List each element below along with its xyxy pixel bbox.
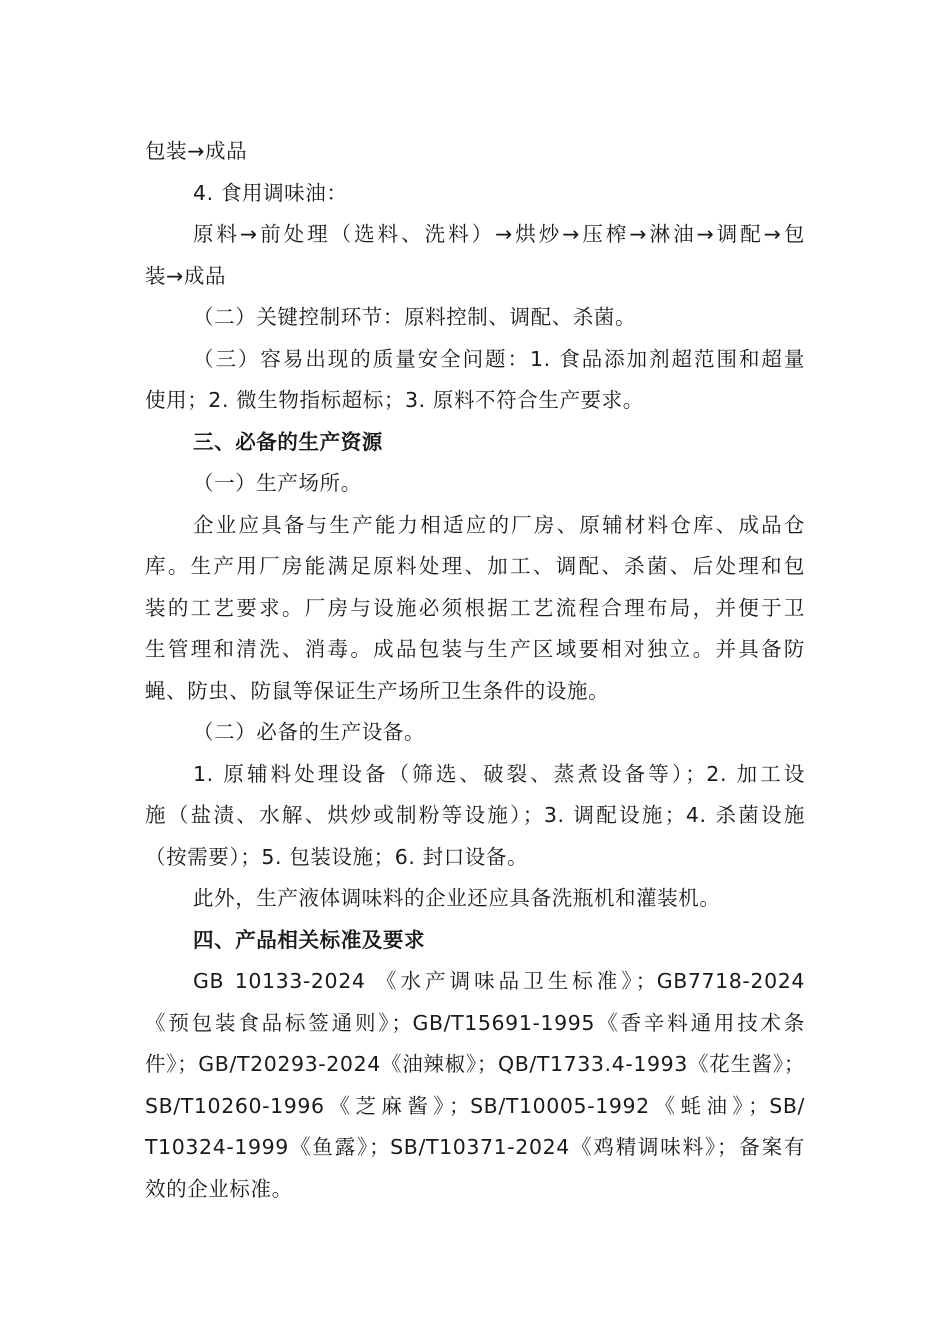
text-line: 施（盐渍、水解、烘炒或制粉等设施）；3. 调配设施；4. 杀菌设施 [145, 803, 805, 827]
text-line: 蝇、防虫、防鼠等保证生产场所卫生条件的设施。 [145, 678, 610, 703]
text-line: 1. 原辅料处理设备（筛选、破裂、蒸煮设备等）；2. 加工设 [193, 761, 805, 786]
text-line: 生管理和清洗、消毒。成品包装与生产区域要相对独立。并具备防 [145, 637, 805, 661]
text-line: 原料→前处理（选料、洗料）→烘炒→压榨→淋油→调配→包 [193, 222, 805, 246]
text-line: （二）关键控制环节：原料控制、调配、杀菌。 [193, 305, 637, 329]
text-line: （二）必备的生产设备。 [193, 720, 426, 744]
text-line: 装→成品 [145, 263, 227, 288]
document-page [145, 131, 805, 1210]
section-heading: 四、产品相关标准及要求 [193, 927, 426, 952]
text-line: （一）生产场所。 [193, 471, 362, 495]
text-line: 此外，生产液体调味料的企业还应具备洗瓶机和灌装机。 [193, 886, 721, 910]
text-line: 效的企业标准。 [145, 1176, 293, 1201]
text-line: 《预包装食品标签通则》；GB/T15691-1995《香辛料通用技术条 [145, 1010, 805, 1035]
text-line: 装的工艺要求。厂房与设施必须根据工艺流程合理布局，并便于卫 [145, 595, 805, 620]
text-line: 件》；GB/T20293-2024《油辣椒》；QB/T1733.4-1993《花生酱》； [145, 1052, 805, 1076]
text-line: T10324-1999《鱼露》；SB/T10371-2024《鸡精调味料》；备案有 [145, 1135, 805, 1159]
text-line: 使用；2. 微生物指标超标；3. 原料不符合生产要求。 [145, 388, 644, 412]
text-line: （三）容易出现的质量安全问题：1. 食品添加剂超范围和超量 [193, 346, 805, 371]
section-heading: 三、必备的生产资源 [193, 429, 383, 454]
text-line: 包装→成品 [145, 139, 248, 163]
text-line: 4. 食用调味油： [193, 180, 348, 205]
text-line: 企业应具备与生产能力相适应的厂房、原辅材料仓库、成品仓 [193, 512, 805, 537]
text-line: 库。生产用厂房能满足原料处理、加工、调配、杀菌、后处理和包 [145, 554, 805, 578]
text-line: SB/T10260-1996《芝麻酱》；SB/T10005-1992《蚝油》；SB/ [145, 1093, 805, 1118]
text-line: （按需要）；5. 包装设施；6. 封口设备。 [145, 844, 529, 869]
text-line: GB 10133-2024 《水产调味品卫生标准》；GB7718-2024 [193, 969, 805, 993]
